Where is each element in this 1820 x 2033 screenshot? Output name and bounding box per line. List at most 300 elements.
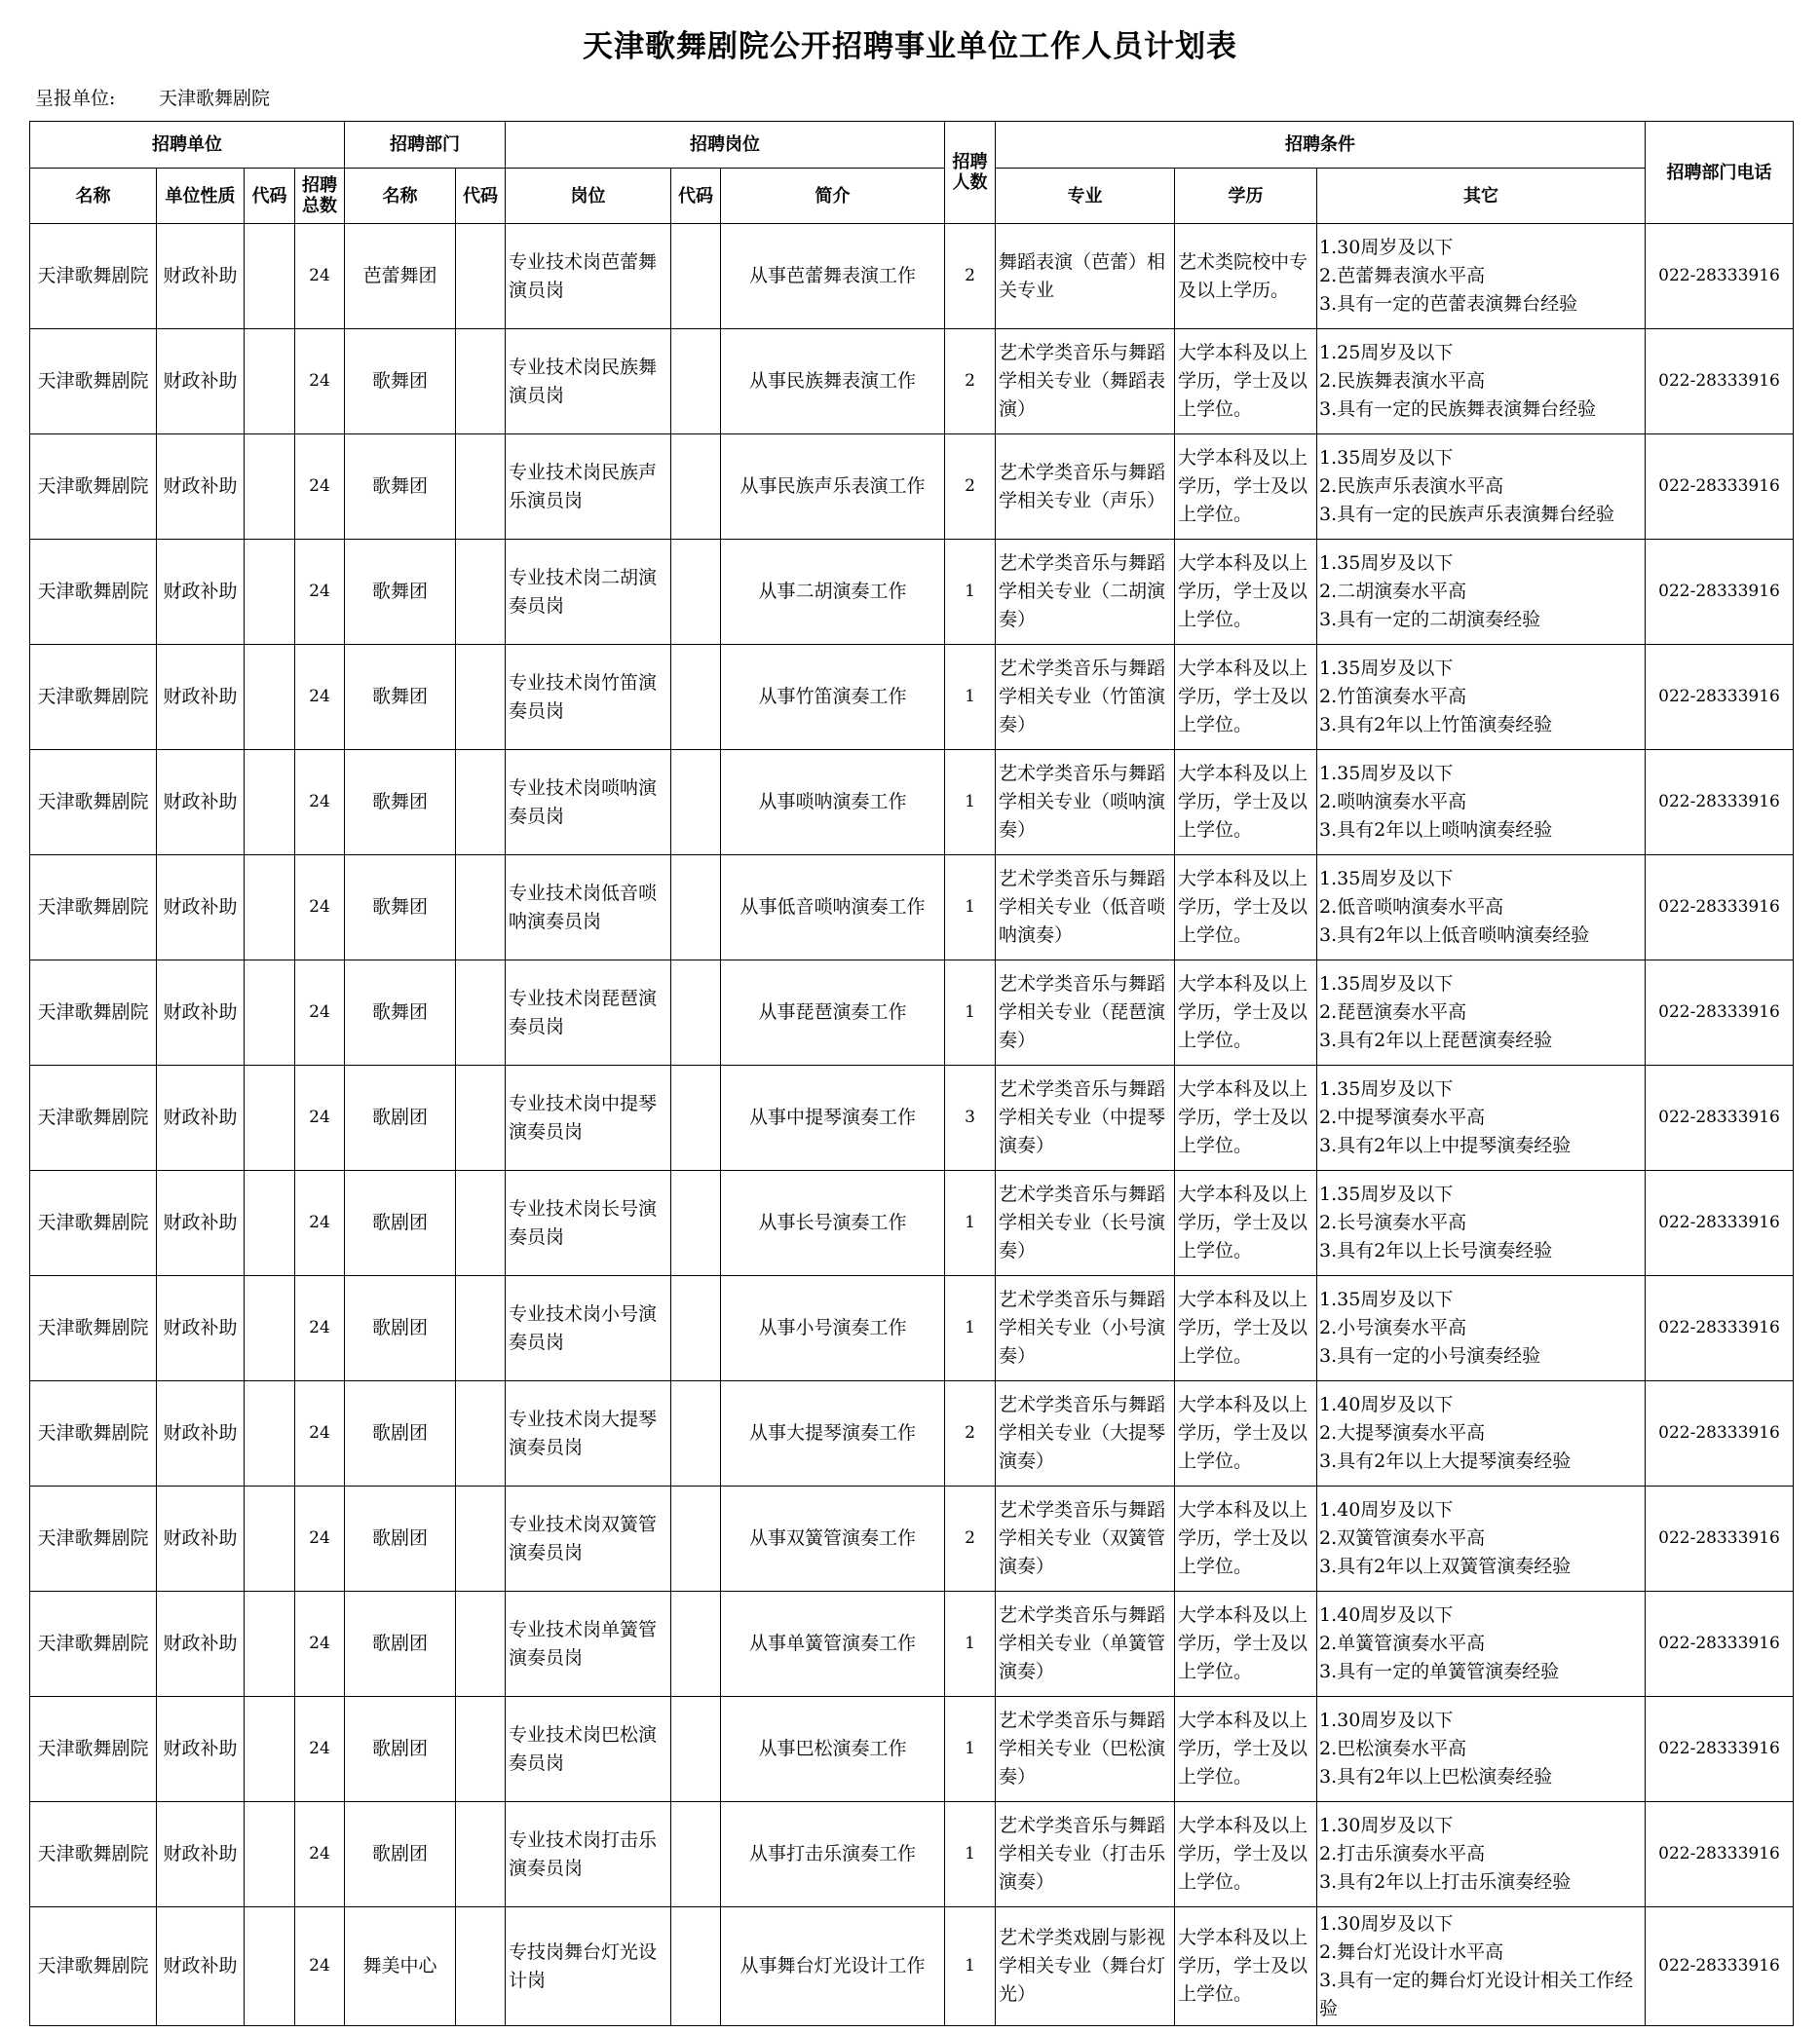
post-code-cell — [671, 960, 721, 1066]
table-row — [30, 1171, 1794, 1276]
major-cell: 艺术学类音乐与舞蹈学相关专业（低音唢呐演奏） — [996, 855, 1175, 960]
major-cell: 艺术学类音乐与舞蹈学相关专业（打击乐演奏） — [996, 1802, 1175, 1907]
education-cell: 大学本科及以上学历，学士及以上学位。 — [1175, 750, 1317, 855]
dept-name-cell: 歌剧团 — [345, 1171, 456, 1276]
table-row — [30, 1066, 1794, 1171]
condition-line: 2.民族声乐表演水平高 — [1319, 475, 1504, 497]
intro-cell: 从事竹笛演奏工作 — [721, 645, 945, 750]
condition-line: 1.25周岁及以下 — [1319, 342, 1454, 363]
major-cell: 艺术学类音乐与舞蹈学相关专业（琵琶演奏） — [996, 960, 1175, 1066]
major-cell: 艺术学类音乐与舞蹈学相关专业（声乐） — [996, 434, 1175, 540]
phone-cell: 022-28333916 — [1646, 1907, 1794, 2026]
dept-name-cell: 歌舞团 — [345, 960, 456, 1066]
post-code-cell — [671, 540, 721, 645]
education-cell: 大学本科及以上学历，学士及以上学位。 — [1175, 1276, 1317, 1381]
education-cell: 大学本科及以上学历，学士及以上学位。 — [1175, 960, 1317, 1066]
condition-line: 1.30周岁及以下 — [1319, 1710, 1454, 1731]
post-code-cell — [671, 1907, 721, 2026]
condition-line: 2.中提琴演奏水平高 — [1319, 1107, 1486, 1128]
intro-cell: 从事打击乐演奏工作 — [721, 1802, 945, 1907]
count-cell: 1 — [945, 1171, 996, 1276]
unit-name-cell: 天津歌舞剧院 — [30, 434, 157, 540]
other-cell — [1317, 540, 1646, 645]
recruitment-table — [29, 121, 1794, 2026]
condition-line: 3.具有2年以上低音唢呐演奏经验 — [1319, 924, 1590, 946]
condition-line: 3.具有2年以上大提琴演奏经验 — [1319, 1450, 1572, 1472]
unit-nature-cell: 财政补助 — [157, 224, 245, 329]
dept-code-cell — [456, 750, 506, 855]
phone-cell: 022-28333916 — [1646, 1171, 1794, 1276]
post-cell: 专业技术岗民族舞演员岗 — [506, 329, 671, 434]
education-cell: 大学本科及以上学历，学士及以上学位。 — [1175, 855, 1317, 960]
unit-name-cell: 天津歌舞剧院 — [30, 1171, 157, 1276]
other-cell — [1317, 1171, 1646, 1276]
phone-cell: 022-28333916 — [1646, 224, 1794, 329]
condition-line: 2.打击乐演奏水平高 — [1319, 1843, 1486, 1864]
condition-line: 2.竹笛演奏水平高 — [1319, 686, 1467, 707]
dept-name-cell: 歌剧团 — [345, 1592, 456, 1697]
table-row — [30, 1802, 1794, 1907]
post-cell: 专业技术岗单簧管演奏员岗 — [506, 1592, 671, 1697]
unit-name-cell: 天津歌舞剧院 — [30, 1592, 157, 1697]
unit-name-cell: 天津歌舞剧院 — [30, 1276, 157, 1381]
phone-cell: 022-28333916 — [1646, 960, 1794, 1066]
dept-name-cell: 歌剧团 — [345, 1802, 456, 1907]
post-code-cell — [671, 645, 721, 750]
unit-code-cell — [245, 1381, 295, 1487]
condition-line: 3.具有2年以上中提琴演奏经验 — [1319, 1135, 1572, 1156]
post-code-cell — [671, 1066, 721, 1171]
condition-line: 1.30周岁及以下 — [1319, 1815, 1454, 1836]
intro-cell: 从事大提琴演奏工作 — [721, 1381, 945, 1487]
count-cell: 2 — [945, 224, 996, 329]
post-cell: 专业技术岗民族声乐演员岗 — [506, 434, 671, 540]
major-cell: 艺术学类音乐与舞蹈学相关专业（竹笛演奏） — [996, 645, 1175, 750]
count-cell: 1 — [945, 1907, 996, 2026]
condition-line: 3.具有一定的民族声乐表演舞台经验 — [1319, 504, 1615, 525]
unit-nature-cell: 财政补助 — [157, 329, 245, 434]
intro-cell: 从事长号演奏工作 — [721, 1171, 945, 1276]
unit-name-cell: 天津歌舞剧院 — [30, 1802, 157, 1907]
submitter-label: 呈报单位: — [35, 88, 116, 109]
major-cell: 艺术学类音乐与舞蹈学相关专业（双簧管演奏） — [996, 1487, 1175, 1592]
dept-name-cell: 歌剧团 — [345, 1276, 456, 1381]
major-cell: 艺术学类音乐与舞蹈学相关专业（单簧管演奏） — [996, 1592, 1175, 1697]
total-cell: 24 — [295, 1066, 345, 1171]
condition-line: 3.具有一定的民族舞表演舞台经验 — [1319, 398, 1597, 420]
submitter-line — [35, 84, 270, 110]
post-code-cell — [671, 434, 721, 540]
other-cell — [1317, 1276, 1646, 1381]
dept-name-cell: 歌剧团 — [345, 1381, 456, 1487]
education-cell: 大学本科及以上学历，学士及以上学位。 — [1175, 1066, 1317, 1171]
phone-cell: 022-28333916 — [1646, 645, 1794, 750]
intro-cell: 从事民族声乐表演工作 — [721, 434, 945, 540]
post-code-cell — [671, 855, 721, 960]
major-cell: 艺术学类戏剧与影视学相关专业（舞台灯光） — [996, 1907, 1175, 2026]
count-cell: 1 — [945, 1276, 996, 1381]
dept-name-cell: 歌舞团 — [345, 434, 456, 540]
intro-cell: 从事民族舞表演工作 — [721, 329, 945, 434]
other-cell — [1317, 1381, 1646, 1487]
unit-name-cell: 天津歌舞剧院 — [30, 1697, 157, 1802]
other-cell — [1317, 1592, 1646, 1697]
phone-cell: 022-28333916 — [1646, 329, 1794, 434]
total-cell: 24 — [295, 645, 345, 750]
condition-line: 3.具有2年以上双簧管演奏经验 — [1319, 1556, 1572, 1577]
post-cell: 专业技术岗琵琶演奏员岗 — [506, 960, 671, 1066]
page-title: 天津歌舞剧院公开招聘事业单位工作人员计划表 — [583, 29, 1237, 64]
other-cell — [1317, 645, 1646, 750]
unit-nature-cell: 财政补助 — [157, 645, 245, 750]
post-cell: 专技岗舞台灯光设计岗 — [506, 1907, 671, 2026]
header-recruit-unit: 招聘单位 — [30, 122, 345, 169]
education-cell: 大学本科及以上学历，学士及以上学位。 — [1175, 1487, 1317, 1592]
education-cell: 大学本科及以上学历，学士及以上学位。 — [1175, 1802, 1317, 1907]
post-code-cell — [671, 1802, 721, 1907]
unit-nature-cell: 财政补助 — [157, 1802, 245, 1907]
header-unit-nature: 单位性质 — [157, 169, 245, 224]
dept-code-cell — [456, 1276, 506, 1381]
header-other: 其它 — [1317, 169, 1646, 224]
other-cell — [1317, 329, 1646, 434]
condition-line: 2.双簧管演奏水平高 — [1319, 1527, 1486, 1549]
header-recruit-dept: 招聘部门 — [345, 122, 506, 169]
count-cell: 2 — [945, 329, 996, 434]
header-major: 专业 — [996, 169, 1175, 224]
count-cell: 2 — [945, 1381, 996, 1487]
post-code-cell — [671, 1592, 721, 1697]
condition-line: 2.唢呐演奏水平高 — [1319, 791, 1467, 812]
header-dept-code: 代码 — [456, 169, 506, 224]
total-cell: 24 — [295, 1592, 345, 1697]
post-code-cell — [671, 1697, 721, 1802]
condition-line: 1.35周岁及以下 — [1319, 552, 1454, 574]
unit-nature-cell: 财政补助 — [157, 540, 245, 645]
dept-code-cell — [456, 329, 506, 434]
unit-code-cell — [245, 960, 295, 1066]
condition-line: 2.小号演奏水平高 — [1319, 1317, 1467, 1338]
post-cell: 专业技术岗低音唢呐演奏员岗 — [506, 855, 671, 960]
intro-cell: 从事小号演奏工作 — [721, 1276, 945, 1381]
condition-line: 3.具有2年以上打击乐演奏经验 — [1319, 1871, 1572, 1893]
dept-code-cell — [456, 1802, 506, 1907]
condition-line: 1.35周岁及以下 — [1319, 868, 1454, 889]
condition-line: 1.35周岁及以下 — [1319, 658, 1454, 679]
condition-line: 2.舞台灯光设计水平高 — [1319, 1940, 1504, 1963]
intro-cell: 从事琵琶演奏工作 — [721, 960, 945, 1066]
unit-nature-cell: 财政补助 — [157, 434, 245, 540]
table-row — [30, 224, 1794, 329]
dept-code-cell — [456, 224, 506, 329]
intro-cell: 从事单簧管演奏工作 — [721, 1592, 945, 1697]
unit-code-cell — [245, 855, 295, 960]
phone-cell: 022-28333916 — [1646, 750, 1794, 855]
dept-name-cell: 歌舞团 — [345, 750, 456, 855]
table-row — [30, 645, 1794, 750]
condition-line: 1.35周岁及以下 — [1319, 763, 1454, 784]
unit-name-cell: 天津歌舞剧院 — [30, 540, 157, 645]
condition-line: 3.具有2年以上琵琶演奏经验 — [1319, 1030, 1553, 1051]
condition-line: 3.具有2年以上竹笛演奏经验 — [1319, 714, 1553, 735]
condition-line: 1.35周岁及以下 — [1319, 973, 1454, 995]
post-code-cell — [671, 329, 721, 434]
dept-code-cell — [456, 434, 506, 540]
dept-code-cell — [456, 1066, 506, 1171]
unit-name-cell: 天津歌舞剧院 — [30, 750, 157, 855]
count-cell: 3 — [945, 1066, 996, 1171]
condition-line: 2.单簧管演奏水平高 — [1319, 1633, 1486, 1654]
condition-line: 1.40周岁及以下 — [1319, 1394, 1454, 1415]
unit-code-cell — [245, 540, 295, 645]
education-cell: 大学本科及以上学历，学士及以上学位。 — [1175, 434, 1317, 540]
dept-code-cell — [456, 1697, 506, 1802]
unit-code-cell — [245, 1276, 295, 1381]
dept-code-cell — [456, 855, 506, 960]
post-cell: 专业技术岗中提琴演奏员岗 — [506, 1066, 671, 1171]
other-cell — [1317, 960, 1646, 1066]
condition-line: 2.巴松演奏水平高 — [1319, 1738, 1467, 1759]
condition-line: 1.40周岁及以下 — [1319, 1499, 1454, 1521]
other-cell — [1317, 1802, 1646, 1907]
header-unit-code: 代码 — [245, 169, 295, 224]
table-body — [30, 224, 1794, 2026]
total-cell: 24 — [295, 224, 345, 329]
unit-nature-cell: 财政补助 — [157, 1907, 245, 2026]
intro-cell: 从事芭蕾舞表演工作 — [721, 224, 945, 329]
major-cell: 艺术学类音乐与舞蹈学相关专业（大提琴演奏） — [996, 1381, 1175, 1487]
unit-name-cell: 天津歌舞剧院 — [30, 855, 157, 960]
unit-name-cell: 天津歌舞剧院 — [30, 645, 157, 750]
table-row — [30, 434, 1794, 540]
post-code-cell — [671, 1276, 721, 1381]
condition-line: 2.大提琴演奏水平高 — [1319, 1422, 1486, 1444]
count-cell: 1 — [945, 645, 996, 750]
condition-line: 1.30周岁及以下 — [1319, 1912, 1454, 1935]
condition-line: 1.40周岁及以下 — [1319, 1604, 1454, 1626]
condition-line: 1.35周岁及以下 — [1319, 447, 1454, 469]
header-intro: 简介 — [721, 169, 945, 224]
other-cell — [1317, 1066, 1646, 1171]
intro-cell: 从事舞台灯光设计工作 — [721, 1907, 945, 2026]
major-cell: 舞蹈表演（芭蕾）相关专业 — [996, 224, 1175, 329]
total-cell: 24 — [295, 1276, 345, 1381]
unit-nature-cell: 财政补助 — [157, 750, 245, 855]
condition-line: 3.具有一定的芭蕾表演舞台经验 — [1319, 293, 1578, 315]
phone-cell: 022-28333916 — [1646, 1276, 1794, 1381]
header-total: 招聘总数 — [295, 169, 345, 224]
condition-line: 2.长号演奏水平高 — [1319, 1212, 1467, 1233]
dept-code-cell — [456, 1171, 506, 1276]
major-cell: 艺术学类音乐与舞蹈学相关专业（中提琴演奏） — [996, 1066, 1175, 1171]
unit-nature-cell: 财政补助 — [157, 1171, 245, 1276]
phone-cell: 022-28333916 — [1646, 1592, 1794, 1697]
unit-nature-cell: 财政补助 — [157, 855, 245, 960]
post-cell: 专业技术岗唢呐演奏员岗 — [506, 750, 671, 855]
other-cell — [1317, 855, 1646, 960]
post-cell: 专业技术岗双簧管演奏员岗 — [506, 1487, 671, 1592]
phone-cell: 022-28333916 — [1646, 1802, 1794, 1907]
total-cell: 24 — [295, 1907, 345, 2026]
unit-code-cell — [245, 1066, 295, 1171]
dept-code-cell — [456, 540, 506, 645]
condition-line: 3.具有2年以上巴松演奏经验 — [1319, 1766, 1553, 1788]
table-row — [30, 855, 1794, 960]
phone-cell: 022-28333916 — [1646, 1697, 1794, 1802]
condition-line: 3.具有一定的舞台灯光设计相关工作经验 — [1319, 1969, 1634, 2019]
phone-cell: 022-28333916 — [1646, 540, 1794, 645]
major-cell: 艺术学类音乐与舞蹈学相关专业（长号演奏） — [996, 1171, 1175, 1276]
other-cell — [1317, 1697, 1646, 1802]
table-row — [30, 1276, 1794, 1381]
unit-code-cell — [245, 1907, 295, 2026]
unit-nature-cell: 财政补助 — [157, 1381, 245, 1487]
education-cell: 大学本科及以上学历，学士及以上学位。 — [1175, 329, 1317, 434]
post-cell: 专业技术岗长号演奏员岗 — [506, 1171, 671, 1276]
table-row — [30, 1487, 1794, 1592]
post-code-cell — [671, 224, 721, 329]
dept-code-cell — [456, 1592, 506, 1697]
condition-line: 3.具有一定的单簧管演奏经验 — [1319, 1661, 1560, 1682]
dept-code-cell — [456, 1907, 506, 2026]
phone-cell: 022-28333916 — [1646, 1381, 1794, 1487]
unit-name-cell: 天津歌舞剧院 — [30, 1487, 157, 1592]
total-cell: 24 — [295, 1171, 345, 1276]
table-row — [30, 540, 1794, 645]
total-cell: 24 — [295, 1487, 345, 1592]
total-cell: 24 — [295, 1697, 345, 1802]
dept-name-cell: 歌剧团 — [345, 1697, 456, 1802]
post-cell: 专业技术岗芭蕾舞演员岗 — [506, 224, 671, 329]
unit-code-cell — [245, 224, 295, 329]
post-cell: 专业技术岗二胡演奏员岗 — [506, 540, 671, 645]
header-post-code: 代码 — [671, 169, 721, 224]
intro-cell: 从事双簧管演奏工作 — [721, 1487, 945, 1592]
phone-cell: 022-28333916 — [1646, 434, 1794, 540]
table-row — [30, 1381, 1794, 1487]
condition-line: 2.二胡演奏水平高 — [1319, 581, 1467, 602]
condition-line: 1.35周岁及以下 — [1319, 1184, 1454, 1205]
major-cell: 艺术学类音乐与舞蹈学相关专业（巴松演奏） — [996, 1697, 1175, 1802]
header-dept-name: 名称 — [345, 169, 456, 224]
table-row — [30, 1907, 1794, 2026]
major-cell: 艺术学类音乐与舞蹈学相关专业（小号演奏） — [996, 1276, 1175, 1381]
table-row — [30, 750, 1794, 855]
unit-name-cell: 天津歌舞剧院 — [30, 1066, 157, 1171]
post-cell: 专业技术岗竹笛演奏员岗 — [506, 645, 671, 750]
post-cell: 专业技术岗打击乐演奏员岗 — [506, 1802, 671, 1907]
post-code-cell — [671, 1487, 721, 1592]
count-cell: 1 — [945, 750, 996, 855]
condition-line: 1.35周岁及以下 — [1319, 1289, 1454, 1310]
count-cell: 1 — [945, 1592, 996, 1697]
post-code-cell — [671, 1171, 721, 1276]
count-cell: 1 — [945, 960, 996, 1066]
post-code-cell — [671, 750, 721, 855]
table-row — [30, 960, 1794, 1066]
header-post: 岗位 — [506, 169, 671, 224]
total-cell: 24 — [295, 434, 345, 540]
total-cell: 24 — [295, 750, 345, 855]
dept-name-cell: 歌舞团 — [345, 329, 456, 434]
education-cell: 大学本科及以上学历，学士及以上学位。 — [1175, 1381, 1317, 1487]
dept-name-cell: 歌剧团 — [345, 1487, 456, 1592]
condition-line: 1.30周岁及以下 — [1319, 237, 1454, 258]
intro-cell: 从事唢呐演奏工作 — [721, 750, 945, 855]
header-recruit-conditions: 招聘条件 — [996, 122, 1646, 169]
header-row-groups — [30, 122, 1794, 169]
unit-code-cell — [245, 1802, 295, 1907]
dept-name-cell: 舞美中心 — [345, 1907, 456, 2026]
total-cell: 24 — [295, 960, 345, 1066]
count-cell: 1 — [945, 1802, 996, 1907]
post-cell: 专业技术岗巴松演奏员岗 — [506, 1697, 671, 1802]
dept-name-cell: 歌舞团 — [345, 855, 456, 960]
dept-code-cell — [456, 645, 506, 750]
unit-nature-cell: 财政补助 — [157, 1487, 245, 1592]
unit-code-cell — [245, 1171, 295, 1276]
unit-name-cell: 天津歌舞剧院 — [30, 960, 157, 1066]
header-unit-name: 名称 — [30, 169, 157, 224]
condition-line: 2.琵琶演奏水平高 — [1319, 1001, 1467, 1023]
education-cell: 大学本科及以上学历，学士及以上学位。 — [1175, 540, 1317, 645]
count-cell: 1 — [945, 1697, 996, 1802]
condition-line: 1.35周岁及以下 — [1319, 1078, 1454, 1100]
phone-cell: 022-28333916 — [1646, 1487, 1794, 1592]
major-cell: 艺术学类音乐与舞蹈学相关专业（舞蹈表演） — [996, 329, 1175, 434]
other-cell — [1317, 1907, 1646, 2026]
phone-cell: 022-28333916 — [1646, 855, 1794, 960]
condition-line: 2.芭蕾舞表演水平高 — [1319, 265, 1486, 286]
post-code-cell — [671, 1381, 721, 1487]
count-cell: 1 — [945, 540, 996, 645]
condition-line: 3.具有2年以上长号演奏经验 — [1319, 1240, 1553, 1261]
unit-nature-cell: 财政补助 — [157, 1066, 245, 1171]
education-cell: 大学本科及以上学历，学士及以上学位。 — [1175, 1697, 1317, 1802]
dept-name-cell: 歌舞团 — [345, 645, 456, 750]
education-cell: 艺术类院校中专及以上学历。 — [1175, 224, 1317, 329]
unit-nature-cell: 财政补助 — [157, 1276, 245, 1381]
count-cell: 2 — [945, 434, 996, 540]
major-cell: 艺术学类音乐与舞蹈学相关专业（二胡演奏） — [996, 540, 1175, 645]
unit-nature-cell: 财政补助 — [157, 1697, 245, 1802]
table-row — [30, 1697, 1794, 1802]
header-recruit-count: 招聘人数 — [945, 122, 996, 224]
other-cell — [1317, 224, 1646, 329]
header-row-columns — [30, 169, 1794, 224]
education-cell: 大学本科及以上学历，学士及以上学位。 — [1175, 1907, 1317, 2026]
table-row — [30, 329, 1794, 434]
dept-code-cell — [456, 960, 506, 1066]
intro-cell: 从事中提琴演奏工作 — [721, 1066, 945, 1171]
other-cell — [1317, 434, 1646, 540]
intro-cell: 从事低音唢呐演奏工作 — [721, 855, 945, 960]
condition-line: 3.具有一定的二胡演奏经验 — [1319, 609, 1541, 630]
total-cell: 24 — [295, 329, 345, 434]
condition-line: 2.低音唢呐演奏水平高 — [1319, 896, 1504, 918]
dept-code-cell — [456, 1381, 506, 1487]
dept-name-cell: 芭蕾舞团 — [345, 224, 456, 329]
post-cell: 专业技术岗小号演奏员岗 — [506, 1276, 671, 1381]
header-education: 学历 — [1175, 169, 1317, 224]
unit-nature-cell: 财政补助 — [157, 960, 245, 1066]
submitter-value: 天津歌舞剧院 — [159, 88, 271, 109]
education-cell: 大学本科及以上学历，学士及以上学位。 — [1175, 645, 1317, 750]
total-cell: 24 — [295, 540, 345, 645]
education-cell: 大学本科及以上学历，学士及以上学位。 — [1175, 1592, 1317, 1697]
unit-name-cell: 天津歌舞剧院 — [30, 224, 157, 329]
unit-code-cell — [245, 1592, 295, 1697]
